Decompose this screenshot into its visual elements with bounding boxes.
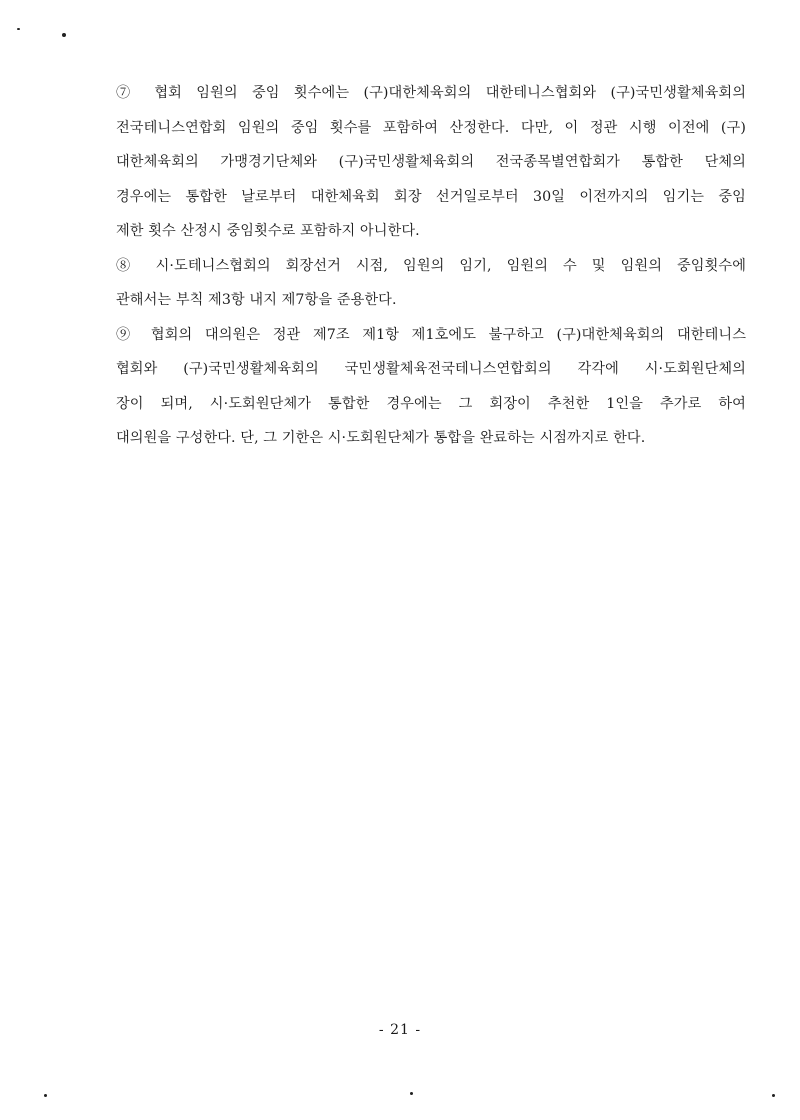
text-line: 대의원을 구성한다. 단, 그 기한은 시·도회원단체가 통합을 완료하는 시점까지로 한다. (116, 430, 646, 446)
paragraph-7 (116, 76, 746, 249)
text-line: 장이 되며, 시·도회원단체가 통합한 경우에는 그 회장이 추천한 1인을 추가로 하여 (116, 395, 746, 412)
text-line: 관해서는 부칙 제3항 내지 제7항을 준용한다. (116, 292, 397, 308)
text-line: 제한 횟수 산정시 중임횟수로 포함하지 아니한다. (116, 223, 420, 239)
scan-speck (772, 1094, 775, 1097)
paragraph-8 (116, 249, 746, 318)
text-line: 경우에는 통합한 날로부터 대한체육회 회장 선거일로부터 30일 이전까지의 임기는 중임 (116, 188, 746, 205)
paragraph-9 (116, 318, 746, 456)
scan-speck (410, 1092, 413, 1095)
text-line: ⑨ 협회의 대의원은 정관 제7조 제1항 제1호에도 불구하고 (구)대한체육회의 대한테니스 (116, 326, 746, 343)
text-line: 협회와 (구)국민생활체육회의 국민생활체육전국테니스연합회의 각각에 시·도회원단체의 (116, 361, 746, 377)
scan-speck (62, 33, 66, 37)
scan-speck (17, 28, 20, 30)
text-line: 대한체육회의 가맹경기단체와 (구)국민생활체육회의 전국종목별연합회가 통합한 단체의 (116, 154, 746, 170)
text-line: 전국테니스연합회 임원의 중임 횟수를 포함하여 산정한다. 다만, 이 정관 시행 이전에 (구) (116, 119, 746, 136)
text-line: ⑧ 시·도테니스협회의 회장선거 시점, 임원의 임기, 임원의 수 및 임원의 중임횟수에 (116, 257, 746, 274)
page-number: - 21 - (378, 1022, 422, 1038)
text-line: ⑦ 협회 임원의 중임 횟수에는 (구)대한체육회의 대한테니스협회와 (구)국민생활체육회의 (116, 85, 746, 101)
document-body (116, 76, 746, 456)
scan-speck (44, 1094, 47, 1097)
